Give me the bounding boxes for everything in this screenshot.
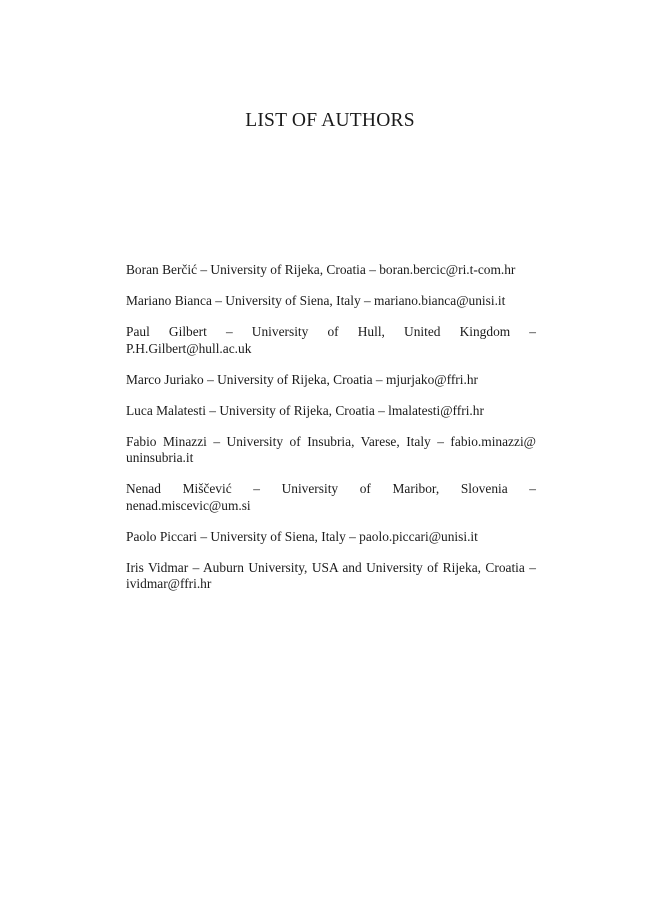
author-entry-bianca: Mariano Bianca – University of Siena, Italy – mariano.bianca@unisi.it <box>126 293 506 308</box>
author-entry-minazzi: Fabio Minazzi – University of Insubria, Varese, Italy – fabio.minazzi@ uninsubria.it <box>126 433 536 465</box>
author-entry-juriako: Marco Juriako – University of Rijeka, Croatia – mjurjako@ffri.hr <box>126 371 478 387</box>
page-title: LIST OF AUTHORS <box>245 110 415 131</box>
author-entry-malatesti: Luca Malatesti – University of Rijeka, Croatia – lmalatesti@ffri.hr <box>126 402 484 418</box>
author-list <box>126 262 536 607</box>
author-entry-gilbert: Paul Gilbert – University of Hull, United Kingdom – P.H.Gilbert@hull.ac.uk <box>126 324 536 356</box>
author-entry-piccari: Paolo Piccari – University of Siena, Italy – paolo.piccari@unisi.it <box>126 528 478 544</box>
author-entry-bercic: Boran Berčić – University of Rijeka, Croatia – boran.bercic@ri.t-com.hr <box>126 262 516 277</box>
author-entry-vidmar: Iris Vidmar – Auburn University, USA and University of Rijeka, Croatia – ividmar@ffri.hr <box>126 559 536 591</box>
author-entry-miscevic: Nenad Miščević – University of Maribor, Slovenia – nenad.miscevic@um.si <box>126 481 536 513</box>
